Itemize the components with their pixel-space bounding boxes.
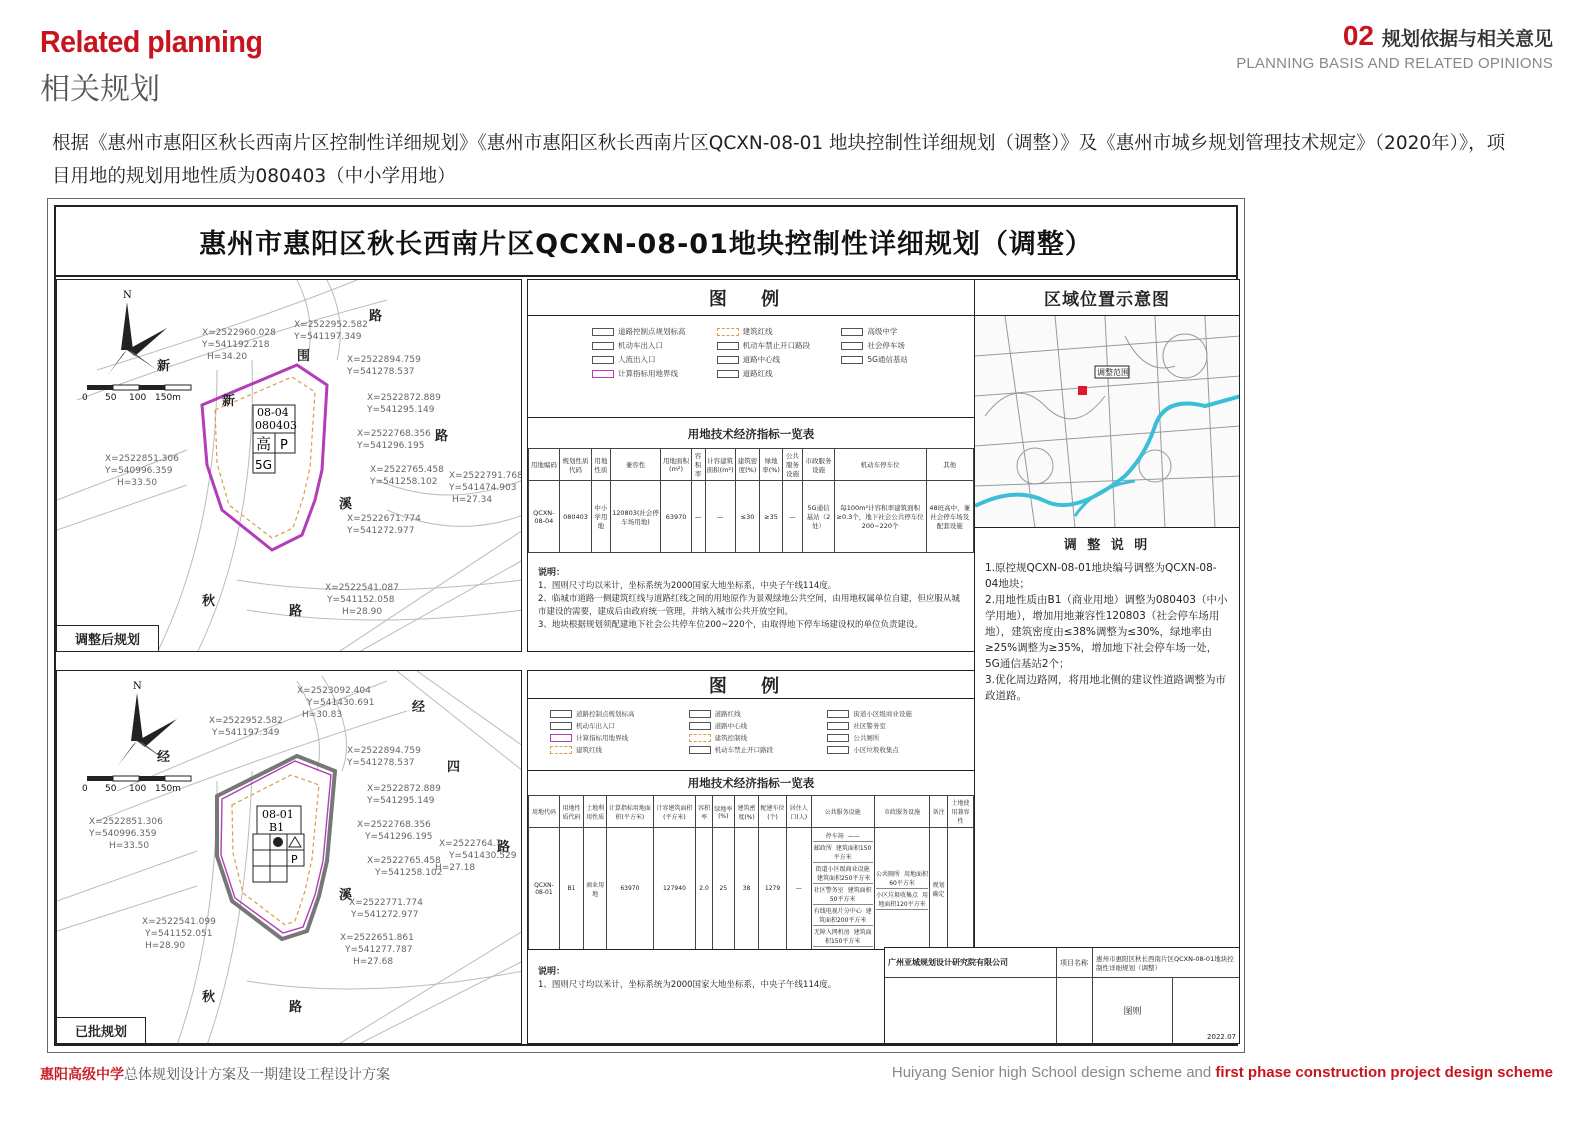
svg-text:P: P <box>291 853 298 866</box>
footer-left <box>40 1064 390 1084</box>
table-header-cell: 建筑密度(%) <box>735 449 760 481</box>
svg-text:N: N <box>133 681 142 692</box>
footer-right-plain: Huiyang Senior high School design scheme and <box>891 1064 1216 1081</box>
table-header-cell: 容积率 <box>691 449 705 481</box>
adjustment-line-2: 2.用地性质由B1（商业用地）调整为080403（中小学用地），增加用地兼容性120803（社会停车场用地），建筑密度由≤38%调整为≤30%，绿地率由≥25%调整为≥35%，增加地下社会停车场一处，5G通信基站2个； <box>985 594 1228 670</box>
legend-item <box>550 733 683 742</box>
table-header-cell: 备注 <box>930 796 947 828</box>
municipal-name: 公共厕所 <box>876 870 901 878</box>
svg-text:Y=541152.058: Y=541152.058 <box>327 595 395 605</box>
svg-text:P: P <box>280 438 288 453</box>
service-item <box>813 926 873 947</box>
svg-text:Y=541272.977: Y=541272.977 <box>347 526 415 536</box>
svg-text:X=2522764.7: X=2522764.7 <box>439 839 502 849</box>
svg-text:Y=541295.149: Y=541295.149 <box>367 405 435 415</box>
svg-text:高: 高 <box>256 435 272 453</box>
svg-text:X=2522765.458: X=2522765.458 <box>367 856 441 866</box>
municipal-area: 用地面积120平方米 <box>878 891 928 908</box>
svg-text:四: 四 <box>447 760 461 775</box>
table-header-cell: 居住人口(人) <box>786 796 811 828</box>
table-cell: 63970 <box>607 828 653 950</box>
service-area: 建筑面积150平方米 <box>833 845 872 861</box>
legend-swatch <box>841 356 863 364</box>
map-approved-plan-drawing <box>57 671 522 1044</box>
legend-item <box>717 340 836 351</box>
legend-item <box>689 745 822 754</box>
table-cell: 38 <box>734 828 759 950</box>
service-area: 建筑面积250平方米 <box>816 875 871 882</box>
svg-text:H=27.18: H=27.18 <box>435 863 476 873</box>
table-header-cell: 用地性质 <box>592 449 610 481</box>
legend-item <box>827 709 960 718</box>
svg-text:溪: 溪 <box>339 497 353 512</box>
svg-text:路: 路 <box>369 309 383 324</box>
table-cell-municipal <box>874 828 930 950</box>
table-header-cell: 计容建筑面积(平方米) <box>653 796 696 828</box>
svg-text:X=2522541.099: X=2522541.099 <box>142 917 216 927</box>
notes-top-line-1: 1、图则尺寸均以米计，坐标系统为2000国家大地坐标系，中央子午线114度。 <box>538 581 837 591</box>
table-cell: ≤30 <box>735 481 760 553</box>
svg-text:Y=541272.977: Y=541272.977 <box>351 910 419 920</box>
table-header-cell: 兼容性 <box>610 449 661 481</box>
svg-text:50: 50 <box>105 393 117 403</box>
service-item <box>813 830 873 842</box>
legend-swatch <box>550 746 572 754</box>
svg-text:H=28.90: H=28.90 <box>145 941 186 951</box>
svg-text:X=2522765.458: X=2522765.458 <box>370 465 444 475</box>
legend-label: 道路中心线 <box>742 355 781 364</box>
legend-label: 机动车出入口 <box>618 341 663 350</box>
legend-item <box>827 733 960 742</box>
legend-swatch <box>827 722 849 730</box>
legend-swatch <box>717 356 739 364</box>
legend-swatch <box>827 734 849 742</box>
legend-item <box>827 745 960 754</box>
svg-text:经: 经 <box>412 700 426 715</box>
svg-text:路: 路 <box>289 1000 303 1015</box>
legend-label: 社区警务室 <box>853 722 886 730</box>
service-area: —— <box>847 833 860 840</box>
svg-text:围: 围 <box>297 349 311 364</box>
svg-text:Y=541278.537: Y=541278.537 <box>347 367 415 377</box>
table-cell: — <box>705 481 735 553</box>
legend-swatch <box>592 328 614 336</box>
section-heading <box>1343 20 1553 52</box>
svg-text:新: 新 <box>157 359 171 374</box>
legend-item <box>717 368 836 379</box>
table-cell: 120803(社会停车场用地) <box>610 481 661 553</box>
svg-text:H=30.83: H=30.83 <box>302 710 343 720</box>
legend-item <box>689 721 822 730</box>
legend-table-bottom <box>527 670 975 950</box>
service-area: 建筑面积150平方米 <box>824 929 872 945</box>
svg-text:B1: B1 <box>269 821 285 834</box>
svg-text:经: 经 <box>157 750 171 765</box>
table-cell-services <box>811 828 874 950</box>
table-header-cell: 配建车位(个) <box>759 796 786 828</box>
table-cell: 中小学用地 <box>592 481 610 553</box>
svg-text:X=2522894.759: X=2522894.759 <box>347 355 421 365</box>
svg-text:Y=541430.529: Y=541430.529 <box>449 851 517 861</box>
table-header-cell: 容积率 <box>696 796 713 828</box>
title-block-project-label: 项目名称 <box>1057 948 1093 977</box>
svg-text:X=2522851.306: X=2522851.306 <box>89 817 163 827</box>
svg-text:N: N <box>123 290 132 301</box>
legend-top <box>528 316 974 385</box>
svg-text:0: 0 <box>82 784 88 794</box>
svg-text:Y=541277.787: Y=541277.787 <box>345 945 413 955</box>
legend-label: 机动车禁止开口路段 <box>742 341 811 350</box>
notes-bottom-title: 说明： <box>538 967 566 977</box>
svg-text:Y=541258.102: Y=541258.102 <box>375 868 443 878</box>
page-title-cn: 相关规划 <box>40 72 160 107</box>
notes-top-title: 说明： <box>538 568 566 578</box>
municipal-item <box>876 868 929 889</box>
legend-swatch <box>550 734 572 742</box>
table-cell: 25 <box>712 828 734 950</box>
table-header-cell: 绿地率(%) <box>712 796 734 828</box>
legend-title-top: 图 例 <box>528 280 974 316</box>
location-panel <box>974 279 1240 1039</box>
legend-label: 机动车禁止开口路段 <box>714 746 774 754</box>
legend-swatch <box>550 722 572 730</box>
table-cell: — <box>691 481 705 553</box>
svg-text:H=34.20: H=34.20 <box>207 352 248 362</box>
table-cell: 2.0 <box>696 828 713 950</box>
svg-text:Y=541197.349: Y=541197.349 <box>294 332 362 342</box>
indicator-table-top <box>528 448 974 553</box>
legend-swatch <box>717 342 739 350</box>
scale-0: 0 <box>82 393 88 403</box>
svg-text:X=2522541.087: X=2522541.087 <box>325 583 399 593</box>
table-header-cell: 规划性质代码 <box>559 449 592 481</box>
svg-text:X=2522671.774: X=2522671.774 <box>347 514 421 524</box>
legend-item <box>592 340 711 351</box>
sheet-title: 惠州市惠阳区秋长西南片区QCXN-08-01地块控制性详细规划（调整） <box>56 207 1236 277</box>
legend-item <box>550 745 683 754</box>
location-map-drawing <box>975 316 1239 528</box>
svg-text:X=2522872.889: X=2522872.889 <box>367 393 441 403</box>
title-block-project: 惠州市惠阳区秋长西南片区QCXN-08-01地块控制性详细规划（调整） <box>1096 954 1234 972</box>
table-cell: — <box>782 481 802 553</box>
map-adjusted-plan <box>56 279 522 652</box>
legend-item <box>689 733 822 742</box>
map-label-approved: 已批规划 <box>57 1017 146 1043</box>
table-cell: — <box>786 828 811 950</box>
municipal-name: 小区垃圾收集点 <box>876 891 919 899</box>
table-cell: 每100m²计容积率建筑面积≥0.3个，地下社会公共停车位200~220个 <box>834 481 926 553</box>
legend-swatch <box>841 328 863 336</box>
service-name: 邮政所 <box>813 845 832 852</box>
intro-paragraph: 根据《惠州市惠阳区秋长西南片区控制性详细规划》《惠州市惠阳区秋长西南片区QCXN-08-01 地块控制性详细规划（调整）》及《惠州市城乡规划管理技术规定》（2020年）》，项目用地的规划用地性质为080403（中小学用地） <box>52 133 1506 187</box>
table-header-cell: 公共服务设施 <box>782 449 802 481</box>
table-cell: 5G通信基站（2处） <box>803 481 834 553</box>
legend-label: 人流出入口 <box>618 355 656 364</box>
svg-text:100: 100 <box>129 393 147 403</box>
svg-text:X=2523092.404: X=2523092.404 <box>297 686 371 696</box>
table-cell: 080403 <box>559 481 592 553</box>
legend-label: 建筑控制线 <box>714 734 748 742</box>
adjustment-line-1: 1.原控规QCXN-08-01地块编号调整为QCXN-08-04地块； <box>985 562 1217 590</box>
service-area: 建筑面积200平方米 <box>818 908 872 924</box>
svg-text:路: 路 <box>435 429 449 444</box>
table-cell-remark: 规划确定 <box>930 828 947 950</box>
table-cell: 商业用地 <box>584 828 607 950</box>
service-item <box>813 884 873 905</box>
adjustment-title: 调 整 说 明 <box>1063 538 1151 553</box>
svg-text:080403: 080403 <box>255 419 297 432</box>
notes-top-line-2: 2、临城市道路一侧建筑红线与道路红线之间的用地原作为景观绿地公共空间，由用地权属单位自建，但应服从城市建设的需要，建成后由政府统一管理，并纳入城市公共开放空间。 <box>538 594 960 617</box>
svg-text:100: 100 <box>129 784 147 794</box>
municipal-item <box>876 889 929 910</box>
legend-label: 计算指标用地界线 <box>618 369 678 378</box>
svg-text:H=33.50: H=33.50 <box>109 841 150 851</box>
svg-text:X=2522851.306: X=2522851.306 <box>105 454 179 464</box>
table-title-top: 用地技术经济指标一览表 <box>687 427 815 441</box>
service-area: 建筑面积50平方米 <box>829 887 872 903</box>
service-name: 停车场 <box>825 833 844 840</box>
footer-left-rest: 总体规划设计方案及一期建设工程设计方案 <box>124 1067 390 1083</box>
svg-text:Y=541192.218: Y=541192.218 <box>202 340 270 350</box>
title-block-drawing: 图则 <box>1093 978 1173 1043</box>
table-cell: B1 <box>559 828 583 950</box>
legend-item <box>592 326 711 337</box>
table-header-cell: 用地面积(m²) <box>661 449 691 481</box>
svg-text:Y=541197.349: Y=541197.349 <box>212 728 280 738</box>
legend-swatch <box>550 710 572 718</box>
municipal-area: 用地面积60平方米 <box>889 870 928 887</box>
svg-text:路: 路 <box>289 604 303 619</box>
legend-swatch <box>717 328 739 336</box>
svg-text:Y=541278.537: Y=541278.537 <box>347 758 415 768</box>
legend-label: 街道小区级商业设施 <box>853 710 912 718</box>
legend-label: 公共厕所 <box>853 734 880 742</box>
title-block <box>884 947 1240 1044</box>
legend-item <box>841 340 960 351</box>
legend-swatch <box>689 722 711 730</box>
svg-text:X=2522872.889: X=2522872.889 <box>367 784 441 794</box>
table-header-cell: 市政服务设施 <box>803 449 834 481</box>
legend-label: 道路红线 <box>742 369 773 378</box>
svg-text:X=2522894.759: X=2522894.759 <box>347 746 421 756</box>
svg-text:08-01: 08-01 <box>262 808 294 821</box>
table-cell-compat <box>947 828 973 950</box>
title-block-company: 广州亚城规划设计研究院有限公司 <box>885 948 1057 977</box>
table-header-cell: 建筑密度(%) <box>734 796 759 828</box>
svg-text:秋: 秋 <box>202 594 216 609</box>
svg-text:Y=540996.359: Y=540996.359 <box>89 829 157 839</box>
legend-label: 高级中学 <box>867 327 898 336</box>
svg-text:Y=541296.195: Y=541296.195 <box>365 832 433 842</box>
svg-text:X=2522960.028: X=2522960.028 <box>202 328 276 338</box>
table-cell: 63970 <box>661 481 691 553</box>
service-name: 有线电视片分中心 <box>813 908 862 915</box>
service-name: 街道小区级商业设施 <box>815 866 870 873</box>
section-subtitle: PLANNING BASIS AND RELATED OPINIONS <box>1236 55 1553 72</box>
map-label-adjusted: 调整后规划 <box>57 625 159 651</box>
legend-swatch <box>592 342 614 350</box>
adjustment-line-3: 3.优化周边路网，将用地北侧的建议性道路调整为市政道路。 <box>985 674 1227 702</box>
planning-drawing-sheet <box>47 198 1245 1053</box>
service-name: 社区警务室 <box>813 887 844 894</box>
table-header-cell: 绿地率(%) <box>760 449 782 481</box>
section-number: 02 <box>1342 20 1374 51</box>
location-title: 区域位置示意图 <box>975 280 1239 316</box>
svg-text:X=2522771.774: X=2522771.774 <box>349 898 423 908</box>
legend-swatch <box>592 356 614 364</box>
svg-text:X=2522791.768: X=2522791.768 <box>449 471 523 481</box>
svg-text:Y=540996.359: Y=540996.359 <box>105 466 173 476</box>
svg-text:08-04: 08-04 <box>257 406 289 419</box>
legend-swatch <box>841 342 863 350</box>
svg-text:X=2522651.861: X=2522651.861 <box>340 933 414 943</box>
legend-item <box>717 326 836 337</box>
svg-text:X=2522952.582: X=2522952.582 <box>294 320 368 330</box>
svg-text:X=2522768.356: X=2522768.356 <box>357 429 431 439</box>
legend-swatch <box>827 746 849 754</box>
legend-label: 建筑红线 <box>742 327 773 336</box>
svg-text:H=33.50: H=33.50 <box>117 478 158 488</box>
legend-swatch <box>592 370 614 378</box>
legend-item <box>689 709 822 718</box>
table-header-cell: 土地利用性质 <box>584 796 607 828</box>
service-item <box>813 842 873 863</box>
svg-text:路: 路 <box>497 840 511 855</box>
table-header-cell: 计容建筑面积(m²) <box>705 449 735 481</box>
footer-right <box>892 1064 1553 1081</box>
legend-swatch <box>689 746 711 754</box>
svg-text:50: 50 <box>105 784 117 794</box>
adjustment-notes <box>975 528 1239 708</box>
table-header-cell: 土地使用兼容性 <box>947 796 973 828</box>
legend-label: 道路红线 <box>714 710 741 718</box>
table-header-cell: 用地代码 <box>529 796 560 828</box>
footer-school: 惠阳高级中学 <box>40 1067 124 1083</box>
svg-text:Y=541152.051: Y=541152.051 <box>145 929 213 939</box>
table-cell: 48班高中，兼社会停车场及配套设施 <box>926 481 973 553</box>
svg-text:Y=541295.149: Y=541295.149 <box>367 796 435 806</box>
notes-bottom-line-1: 1、图则尺寸均以米计，坐标系统为2000国家大地坐标系，中央子午线114度。 <box>538 980 837 990</box>
table-header-cell: 其他 <box>926 449 973 481</box>
title-block-date: 2022.07 <box>1207 1033 1236 1041</box>
location-map <box>975 316 1239 528</box>
svg-text:H=27.34: H=27.34 <box>452 495 493 505</box>
legend-item <box>841 326 960 337</box>
table-header-cell: 用地编码 <box>529 449 560 481</box>
table-cell: 1279 <box>759 828 786 950</box>
svg-text:调整范围: 调整范围 <box>1097 368 1129 377</box>
table-cell: 127940 <box>653 828 696 950</box>
svg-text:Y=541474.903: Y=541474.903 <box>449 483 517 493</box>
footer-right-bold: first phase construction project design scheme <box>1215 1064 1553 1081</box>
legend-item <box>827 721 960 730</box>
table-cell: QCXN-08-01 <box>529 828 560 950</box>
section-title: 规划依据与相关意见 <box>1381 28 1553 50</box>
map-approved-plan <box>56 670 522 1044</box>
table-cell: ≥35 <box>760 481 782 553</box>
svg-text:秋: 秋 <box>202 990 216 1005</box>
table-cell: QCXN-08-04 <box>529 481 560 553</box>
legend-swatch <box>689 734 711 742</box>
legend-table-top <box>527 279 975 652</box>
page-title-en: Related planning <box>40 24 263 59</box>
legend-label: 道路控制点规划标高 <box>576 710 635 718</box>
indicator-table-bottom <box>528 795 974 950</box>
legend-label: 计算指标用地界线 <box>576 734 628 742</box>
legend-item <box>592 368 711 379</box>
legend-title-bottom: 图 例 <box>528 671 974 699</box>
svg-text:150m: 150m <box>155 393 181 403</box>
svg-text:X=2522768.356: X=2522768.356 <box>357 820 431 830</box>
notes-top <box>528 567 974 632</box>
svg-text:Y=541430.691: Y=541430.691 <box>307 698 375 708</box>
svg-text:X=2522952.582: X=2522952.582 <box>209 716 283 726</box>
service-item <box>813 863 873 884</box>
table-title-bottom: 用地技术经济指标一览表 <box>687 776 815 790</box>
legend-swatch <box>827 710 849 718</box>
svg-text:H=27.68: H=27.68 <box>353 957 394 967</box>
svg-text:Y=541258.102: Y=541258.102 <box>370 477 438 487</box>
legend-label: 小区垃圾收集点 <box>853 746 899 754</box>
svg-text:溪: 溪 <box>339 888 353 903</box>
legend-item <box>841 354 960 365</box>
legend-bottom <box>528 699 974 760</box>
legend-label: 建筑红线 <box>576 746 602 754</box>
legend-label: 机动车出入口 <box>576 722 615 730</box>
legend-swatch <box>689 710 711 718</box>
map-adjusted-plan-drawing <box>57 280 522 652</box>
svg-text:5G: 5G <box>255 458 272 472</box>
legend-label: 社会停车场 <box>867 341 905 350</box>
legend-swatch <box>717 370 739 378</box>
service-name: 无障入网机房 <box>813 929 850 936</box>
svg-text:150m: 150m <box>155 784 181 794</box>
table-header-cell: 计算指标用地面积(平方米) <box>607 796 653 828</box>
svg-text:Y=541296.195: Y=541296.195 <box>357 441 425 451</box>
legend-label: 5G通信基站 <box>867 355 908 364</box>
table-header-cell: 机动车停车位 <box>834 449 926 481</box>
legend-item <box>592 354 711 365</box>
table-header-cell: 市政服务设施 <box>874 796 930 828</box>
table-header-cell: 用地性质代码 <box>559 796 583 828</box>
svg-text:新: 新 <box>222 394 236 409</box>
service-item <box>813 905 873 926</box>
table-header-cell: 公共服务设施 <box>811 796 874 828</box>
legend-item <box>717 354 836 365</box>
legend-item <box>550 709 683 718</box>
legend-item <box>550 721 683 730</box>
legend-label: 道路中心线 <box>714 722 748 730</box>
legend-label: 道路控制点规划标高 <box>618 327 686 336</box>
svg-text:H=28.90: H=28.90 <box>342 607 383 617</box>
notes-top-line-3: 3、地块根据规划须配建地下社会公共停车位200~220个，由取得地下停车场建设权的单位负责建设。 <box>538 620 923 630</box>
